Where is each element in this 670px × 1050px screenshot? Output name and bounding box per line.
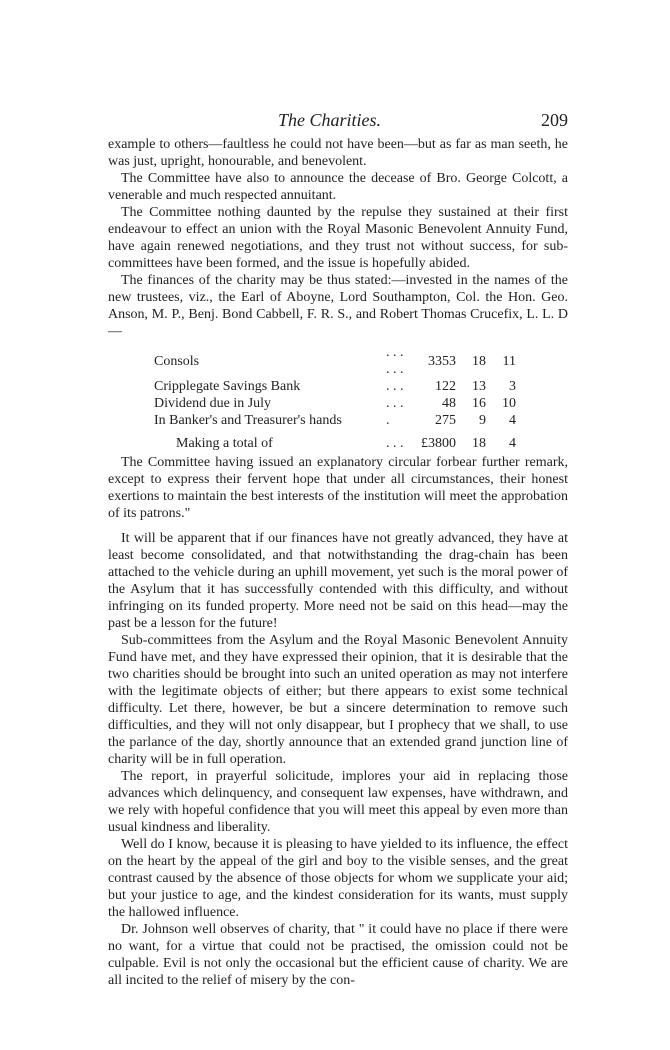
paragraph: example to others—faultless he could not have been—but as far as man seeth, he was just, upright, honourable, and benevolent. bbox=[108, 137, 568, 169]
pence: 4 bbox=[509, 413, 516, 428]
paragraph: Dr. Johnson well observes of charity, that " it could have no place if there were no want, for a virtue that could not be practised, the omission could not be culpable. Evil is not only the occasional but the efficient cause of charity. We are all incited to the relief of misery by the con- bbox=[108, 922, 568, 988]
page-number: 209 bbox=[541, 110, 568, 130]
book-page bbox=[108, 110, 568, 989]
paragraph: The Committee have also to announce the decease of Bro. George Colcott, a venerable and much respected annuitant. bbox=[108, 171, 568, 203]
running-title: The Charities. bbox=[278, 110, 382, 130]
paragraph: The finances of the charity may be thus stated:—invested in the names of the new trustees, viz., the Earl of Aboyne, Lord Southampton, Col. the Hon. Geo. Anson, M. P., Benj. Bond Cabbell, F. R. S., and Robert Thomas Crucefix, L. L. D — bbox=[108, 273, 568, 339]
leader-dots: . . . . . . bbox=[386, 345, 404, 377]
shillings: 16 bbox=[472, 396, 486, 411]
pence: 11 bbox=[502, 353, 516, 369]
table-row bbox=[154, 378, 516, 395]
pence: 3 bbox=[509, 379, 516, 394]
row-label: Consols bbox=[154, 353, 200, 369]
shillings: 18 bbox=[472, 353, 486, 369]
paragraph: It will be apparent that if our finances have not greatly advanced, they have at least become consolidated, and that notwithstanding the drag-chain has been attached to the vehicle during an uphill movement, yet such is the moral power of the Asylum that it has successfully contended with this difficulty, and without infringing on its funded property. More need not be said on this head—may the past be a lesson for the future! bbox=[108, 531, 568, 631]
pounds: 3353 bbox=[428, 353, 456, 369]
pence: 10 bbox=[502, 396, 516, 411]
paragraph: The Committee having issued an explanatory circular forbear further remark, except to express their fervent hope that under all circumstances, their honest exertions to maintain the best interests of the institution will meet the approbation of its patrons." bbox=[108, 455, 568, 521]
table-row bbox=[154, 412, 516, 429]
leader-dots: . . . bbox=[386, 436, 404, 451]
row-label: Cripplegate Savings Bank bbox=[154, 379, 301, 394]
shillings: 9 bbox=[479, 413, 486, 428]
pounds: 275 bbox=[435, 413, 456, 428]
table-row bbox=[154, 395, 516, 412]
pounds: 48 bbox=[442, 396, 456, 411]
page-body bbox=[108, 136, 568, 989]
leader-dots: . . . bbox=[386, 379, 404, 394]
running-header bbox=[108, 110, 568, 136]
paragraph: Sub-committees from the Asylum and the Royal Masonic Benevolent Annuity Fund have met, and they have expressed their opinion, that it is desirable that the two charities should be brought into such an united operation as may not interfere with the legitimate objects of either; but there appears to exist some technical difficulty. Let there, however, be but a sincere determination to remove such difficulties, and they will not only disappear, but I prophecy that we shall, to use the parlance of the day, shortly announce that an extended grand junction line of charity will be in full operation. bbox=[108, 633, 568, 767]
total-pounds: £3800 bbox=[421, 436, 456, 451]
paragraph: The report, in prayerful solicitude, implores your aid in replacing those advances which delinquency, and consequent law expenses, have withdrawn, and we rely with hopeful confidence that you will meet this appeal by even more than usual kindness and liberality. bbox=[108, 769, 568, 835]
total-shillings: 18 bbox=[472, 436, 486, 451]
finances-table bbox=[154, 344, 516, 452]
row-label: Dividend due in July bbox=[154, 396, 272, 411]
table-row bbox=[154, 344, 516, 378]
total-pence: 4 bbox=[509, 436, 516, 451]
total-row bbox=[154, 429, 516, 452]
paragraph: Well do I know, because it is pleasing to have yielded to its influence, the effect on the heart by the appeal of the girl and boy to the visible senses, and the great contrast caused by the absence of those objects for whom we supplicate your aid; but your justice to age, and the kindest consideration for its wants, must supply the hallowed influence. bbox=[108, 837, 568, 920]
shillings: 13 bbox=[472, 379, 486, 394]
leader-dots: . . . bbox=[386, 396, 404, 411]
pounds: 122 bbox=[435, 379, 456, 394]
total-label: Making a total of bbox=[176, 436, 273, 451]
paragraph: The Committee nothing daunted by the repulse they sustained at their first endeavour to effect an union with the Royal Masonic Benevolent Annuity Fund, have again renewed negotiations, and they trust not without success, for sub-committees have been formed, and the issue is hopefully abided. bbox=[108, 205, 568, 271]
row-label: In Banker's and Treasurer's hands bbox=[154, 413, 342, 428]
leader-dots: . bbox=[386, 413, 390, 428]
